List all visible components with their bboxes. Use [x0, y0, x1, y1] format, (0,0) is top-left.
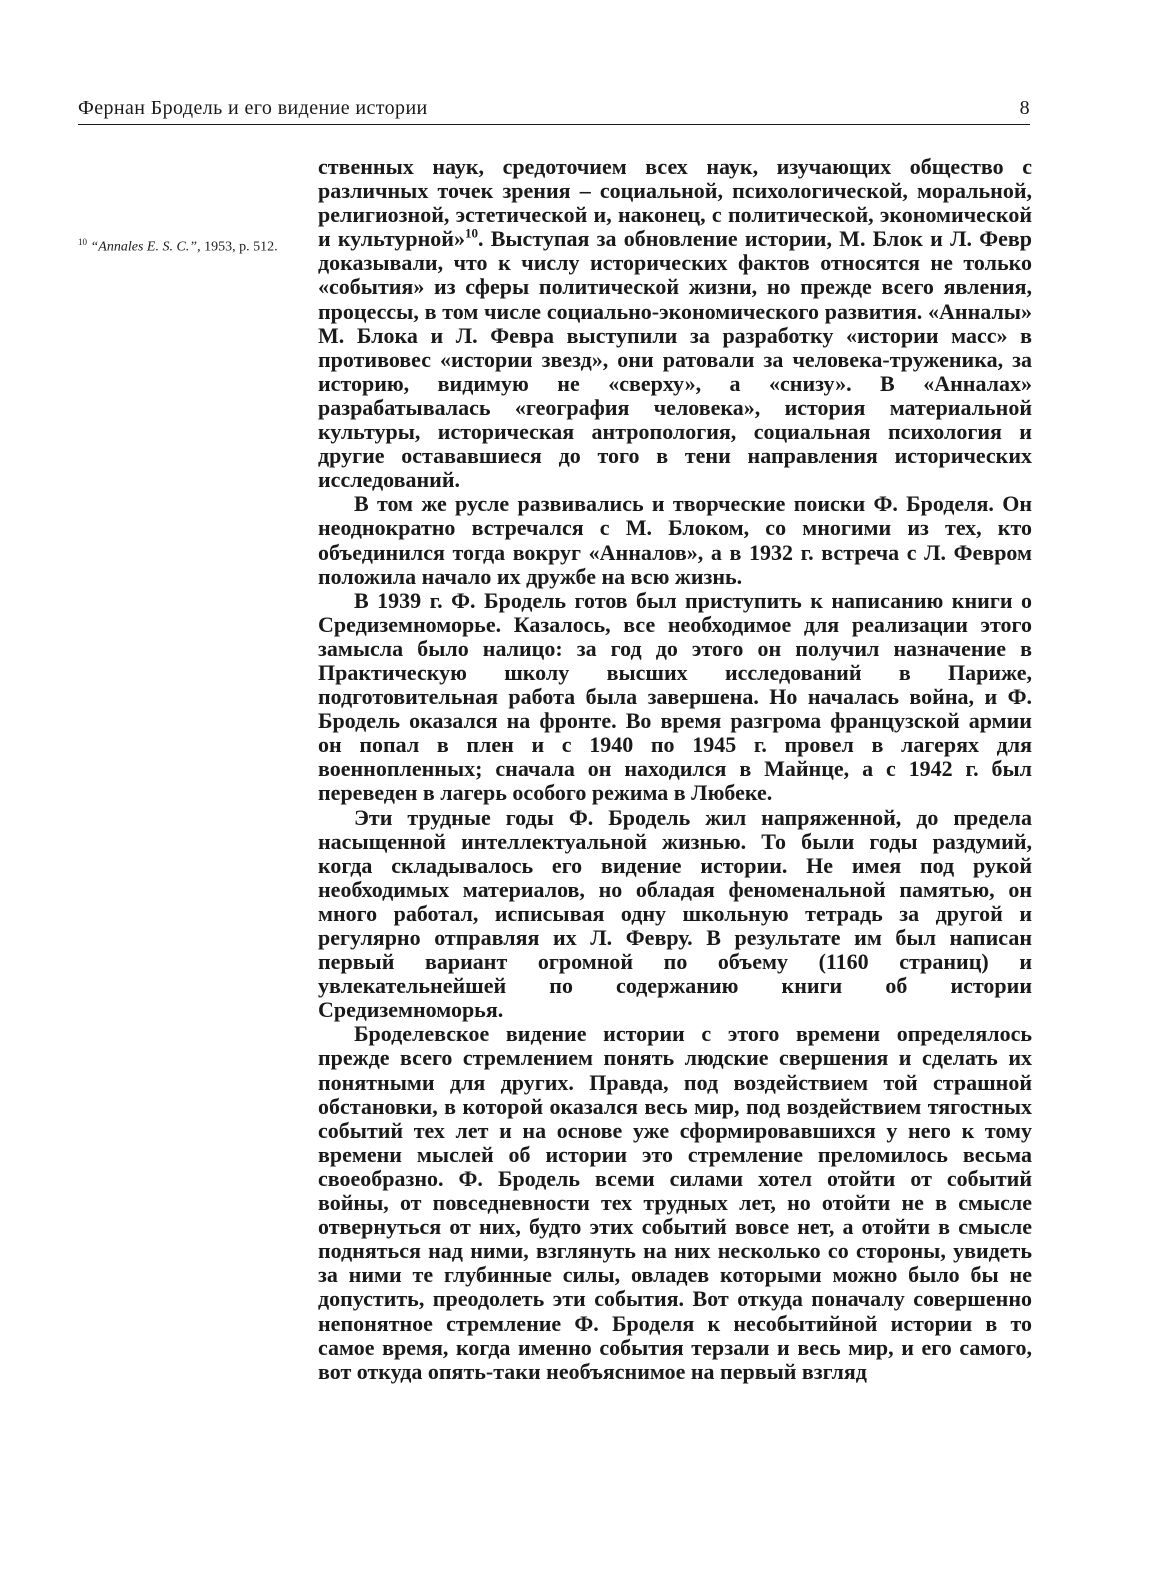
footnote-number: 10: [78, 237, 87, 247]
footnote-details: , 1953, p. 512.: [197, 239, 278, 255]
header-rule: [78, 124, 1030, 125]
footnote-reference: 10: [464, 225, 478, 241]
paragraph-text: . Выступая за обновление истории, М. Блок и Л. Февр доказывали, что к числу исторических фактов относятся не только «события» из сферы политической жизни, но прежде всего явления, процессы, в том числе социально-экономического развития. «Анналы» М. Блока и Л. Февра выступили за разработку «истории масс» в противовес «истории звезд», они ратовали за человека-труженика, за историю, видимую не «сверху», а «снизу». В «Анналах» разрабатывалась «география человека», история материальной культуры, историческая антропология, социальная психология и другие остававшиеся до того в тени направления исторических исследований.: [318, 226, 1032, 493]
paragraph: В том же русле развивались и творческие поиски Ф. Броделя. Он неоднократно встречался с М. Блоком, со многими из тех, кто объединился тогда вокруг «Анналов», а в 1932 г. встреча с Л. Февром положила начало их дружбе на всю жизнь.: [318, 491, 1032, 589]
paragraph: В 1939 г. Ф. Бродель готов был приступить к написанию книги о Средиземноморье. Казалось, все необходимое для реализации этого замысла было налицо: за год до этого он получил назначение в Практическую школу высших исследований в Париже, подготовительная работа была завершена. Но началась война, и Ф. Бродель оказался на фронте. Во время разгрома французской армии он попал в плен и с 1940 по 1945 г. провел в лагерях для военнопленных; сначала он находился в Майнце, а с 1942 г. был переведен в лагерь особого режима в Любеке.: [318, 587, 1032, 806]
paragraph-text: ственных наук, средоточием всех наук, изучающих общество с различных точек зрения – социальной, психологической, моральной, религиозной, эстетической и, наконец, с политической, экономической и культурной»: [318, 154, 1032, 252]
footnote-journal-title: “Annales E. S. C.”: [90, 239, 198, 255]
running-head: [78, 96, 1030, 120]
running-head-title: Фернан Бродель и его видение истории: [78, 97, 428, 119]
page-number: 8: [1019, 97, 1030, 119]
paragraph: Броделевское видение истории с этого времени определялось прежде всего стремлением понять людские свершения и сделать их понятными для других. Правда, под воздействием той страшной обстановки, в которой оказался весь мир, под воздействием тягостных событий тех лет и на основе уже сформировавшихся у него к тому времени мыслей об истории это стремление преломилось весьма своеобразно. Ф. Бродель всеми силами хотел отойти от событий войны, от повседневности тех трудных лет, но отойти не в смысле отвернуться от них, будто этих событий вовсе нет, а отойти в смысле подняться над ними, взглянуть на них несколько со стороны, увидеть за ними те глубинные силы, овладев которыми можно было бы не допустить, преодолеть эти события. Вот откуда поначалу совершенно непонятное стремление Ф. Броделя к несобытийной истории в то самое время, когда именно события терзали и весь мир, и его самого, вот откуда опять-таки необъяснимое на первый взгляд: [318, 1021, 1032, 1384]
paragraph: Эти трудные годы Ф. Бродель жил напряженной, до предела насыщенной интеллектуальной жизнью. То были годы раздумий, когда складывалось его видение истории. Не имея под рукой необходимых материалов, но обладая феноменальной памятью, он много работал, исписывая одну школьную тетрадь за другой и регулярно отправляя их Л. Февру. В результате им был написан первый вариант огромной по объему (1160 страниц) и увлекательнейшей по содержанию книги об истории Средиземноморья.: [318, 804, 1032, 1023]
margin-footnote: [78, 233, 278, 257]
paragraph: [318, 155, 1032, 492]
main-text: [318, 155, 1032, 1384]
